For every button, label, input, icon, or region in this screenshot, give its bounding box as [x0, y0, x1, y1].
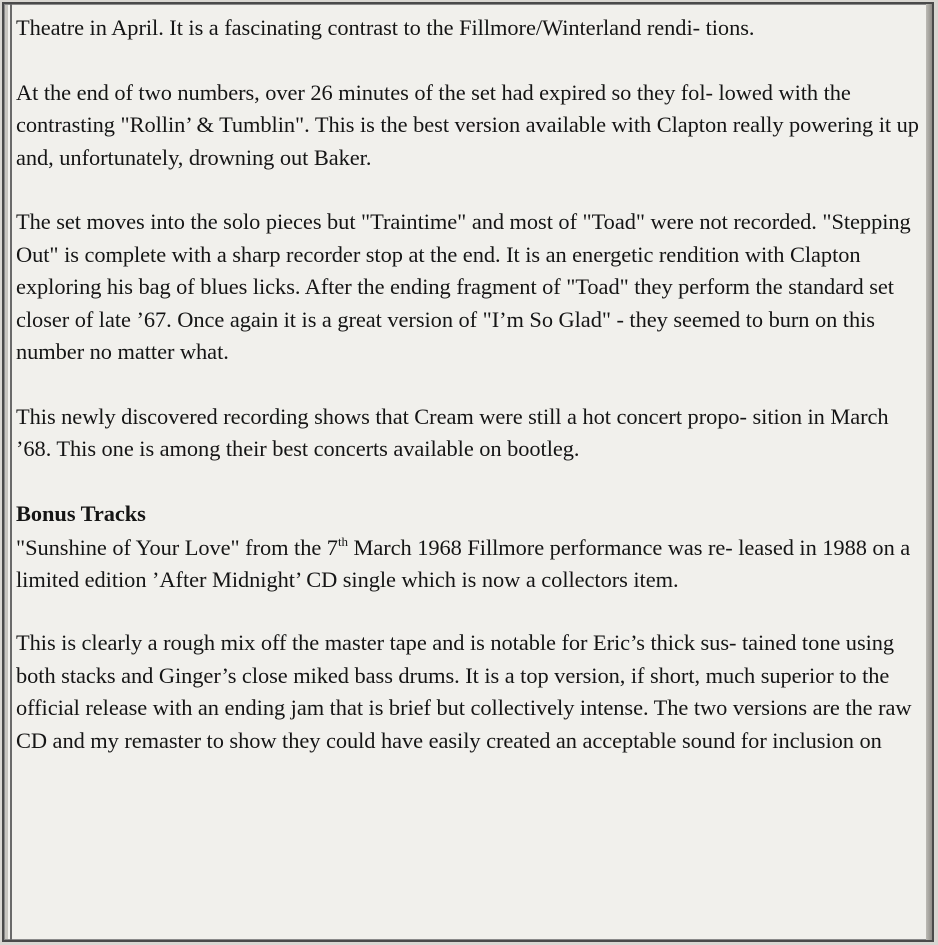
- paragraph-newly-discovered: This newly discovered recording shows that Cream were still a hot concert propo- sition in March ’68. This one is among their best concerts available on bootleg.: [16, 403, 889, 462]
- sunshine-text-end: March 1968 Fillmore performance was re- leased in 1988 on a limited edition ’After Midnight’ CD single which is now a collectors item.: [16, 535, 911, 592]
- paragraph-gap: [16, 368, 928, 400]
- left-border-rule: [10, 4, 12, 940]
- paragraph-sunshine: [16, 532, 928, 595]
- paragraph-gap: [16, 174, 928, 206]
- paragraph-gap: [16, 44, 928, 76]
- sunshine-text-start: "Sunshine of Your Love" from the 7: [16, 535, 338, 561]
- paragraph-rough-mix: This is clearly a rough mix off the master tape and is notable for Eric’s thick sus- tained tone using both stacks and Ginger’s close miked bass drums. It is a top version, if short, much superior to the official release with an ending jam that is brief but collectively intense. The two versions are the raw CD and my remaster to show they could have easily created an acceptable sound for inclusion on: [16, 630, 912, 753]
- paragraph-gap: [16, 466, 928, 498]
- document-page: [2, 2, 934, 942]
- ordinal-superscript: th: [337, 534, 348, 550]
- paragraph-rollin-tumblin: At the end of two numbers, over 26 minutes of the set had expired so they fol- lowed with the contrasting "Rollin’ & Tumblin". This is the best version available with Clapton really powering it up and, unfortunately, drowning out Baker.: [16, 79, 919, 170]
- bonus-tracks-heading: Bonus Tracks: [16, 501, 146, 527]
- paragraph-gap: [16, 595, 928, 627]
- paragraph-theatre: Theatre in April. It is a fascinating contrast to the Fillmore/Winterland rendi- tions.: [16, 15, 755, 40]
- article-body: [16, 12, 928, 757]
- paragraph-solo-pieces: The set moves into the solo pieces but "Traintime" and most of "Toad" were not recorded. "Stepping Out" is complete with a sharp recorder stop at the end. It is an energetic rendition with Clapton exploring his bag of blues licks. After the ending fragment of "Toad" they perform the standard set closer of late ’67. Once again it is a great version of "I’m So Glad" - they seemed to burn on this number no matter what.: [16, 209, 911, 365]
